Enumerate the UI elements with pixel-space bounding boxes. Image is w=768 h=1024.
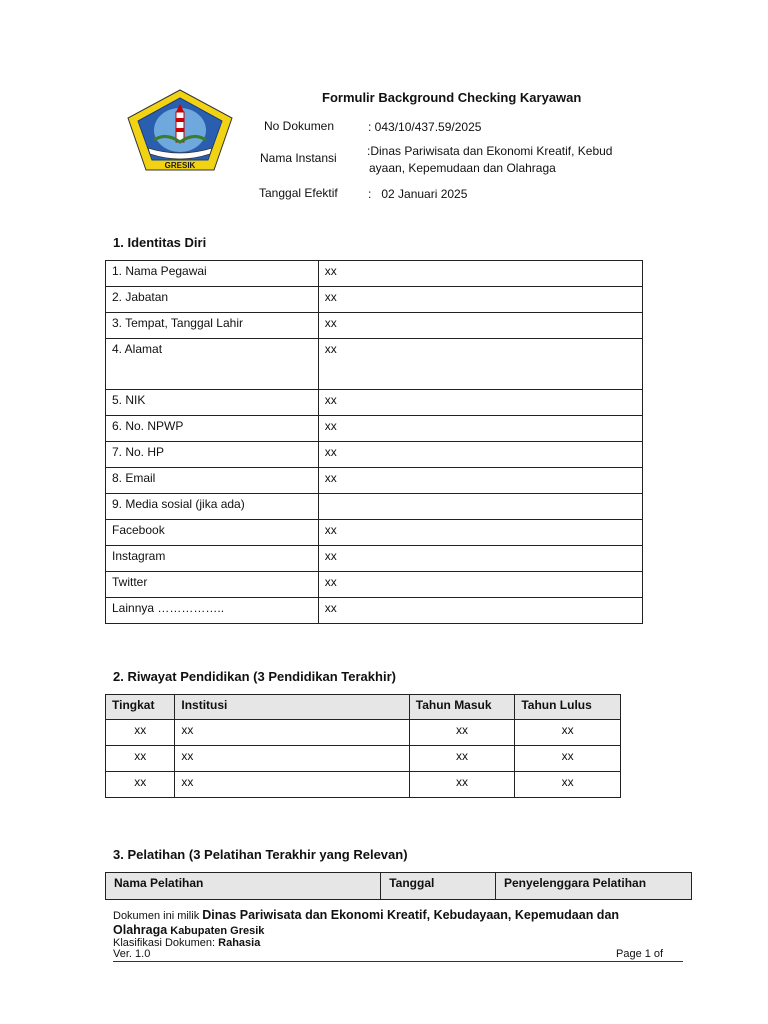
education-cell: xx <box>515 772 621 798</box>
education-cell: xx <box>175 746 409 772</box>
identity-value: xx <box>318 598 642 624</box>
footer-classification-prefix: Klasifikasi Dokumen: <box>113 937 219 949</box>
education-cell: xx <box>175 720 409 746</box>
identity-table <box>105 260 643 624</box>
education-cell: xx <box>515 720 621 746</box>
identity-value: xx <box>318 468 642 494</box>
footer-owner <box>113 908 693 922</box>
education-cell: xx <box>106 720 175 746</box>
footer-owner-prefix: Dokumen ini milik <box>113 910 203 922</box>
identity-label: 2. Jabatan <box>106 287 319 313</box>
col-tingkat: Tingkat <box>106 695 175 720</box>
identity-value <box>318 494 642 520</box>
education-cell: xx <box>409 720 515 746</box>
identity-value: xx <box>318 416 642 442</box>
education-cell: xx <box>106 772 175 798</box>
identity-label: 8. Email <box>106 468 319 494</box>
identity-row <box>106 546 643 572</box>
footer-classification-value: Rahasia <box>218 937 261 949</box>
footer-owner-name-line1: Dinas Pariwisata dan Ekonomi Kreatif, Kebudayaan, Kepemudaan dan <box>202 908 620 922</box>
identity-label: 3. Tempat, Tanggal Lahir <box>106 313 319 339</box>
identity-label: 7. No. HP <box>106 442 319 468</box>
nama-instansi-value-line1: :Dinas Pariwisata dan Ekonomi Kreatif, Kebud <box>367 144 613 158</box>
identity-label: Facebook <box>106 520 319 546</box>
logo-text: GRESIK <box>164 161 196 170</box>
footer-version: Ver. 1.0 <box>113 948 151 960</box>
identity-value: xx <box>318 520 642 546</box>
education-cell: xx <box>515 746 621 772</box>
education-row <box>106 772 621 798</box>
identity-row <box>106 520 643 546</box>
col-tahun-lulus: Tahun Lulus <box>515 695 621 720</box>
col-penyelenggara: Penyelenggara Pelatihan <box>495 873 691 900</box>
training-table <box>105 872 692 900</box>
footer-page-number: Page 1 of <box>616 948 664 960</box>
section2-heading: 2. Riwayat Pendidikan (3 Pendidikan Terakhir) <box>113 669 396 684</box>
identity-row <box>106 494 643 520</box>
tanggal-efektif-value: : 02 Januari 2025 <box>368 187 468 201</box>
identity-row <box>106 442 643 468</box>
identity-row <box>106 313 643 339</box>
section1-heading: 1. Identitas Diri <box>113 235 207 250</box>
identity-row <box>106 572 643 598</box>
identity-label: 4. Alamat <box>106 339 319 390</box>
tanggal-efektif-label: Tanggal Efektif <box>259 186 338 200</box>
no-dokumen-value: : 043/10/437.59/2025 <box>368 120 482 134</box>
education-cell: xx <box>409 746 515 772</box>
education-cell: xx <box>106 746 175 772</box>
identity-label: Instagram <box>106 546 319 572</box>
identity-label: 6. No. NPWP <box>106 416 319 442</box>
identity-value: xx <box>318 287 642 313</box>
col-tanggal: Tanggal <box>381 873 496 900</box>
education-row <box>106 746 621 772</box>
identity-row <box>106 390 643 416</box>
identity-label: 1. Nama Pegawai <box>106 261 319 287</box>
identity-row <box>106 468 643 494</box>
gresik-logo-icon <box>126 88 234 172</box>
identity-value: xx <box>318 339 642 390</box>
col-tahun-masuk: Tahun Masuk <box>409 695 515 720</box>
identity-value: xx <box>318 572 642 598</box>
identity-row <box>106 598 643 624</box>
identity-value: xx <box>318 390 642 416</box>
footer-owner-name-line2: Olahraga <box>113 923 168 937</box>
education-row <box>106 720 621 746</box>
footer-owner-line2 <box>113 923 264 937</box>
identity-row <box>106 287 643 313</box>
identity-value: xx <box>318 313 642 339</box>
form-title: Formulir Background Checking Karyawan <box>322 90 582 105</box>
education-table <box>105 694 621 798</box>
identity-row <box>106 261 643 287</box>
education-cell: xx <box>409 772 515 798</box>
identity-label: Twitter <box>106 572 319 598</box>
identity-value: xx <box>318 442 642 468</box>
no-dokumen-label: No Dokumen <box>264 119 335 133</box>
identity-label: 5. NIK <box>106 390 319 416</box>
identity-row <box>106 416 643 442</box>
footer-rule <box>113 961 683 962</box>
col-nama-pelatihan: Nama Pelatihan <box>106 873 381 900</box>
footer-owner-suffix: Kabupaten Gresik <box>167 925 265 937</box>
identity-label: 9. Media sosial (jika ada) <box>106 494 319 520</box>
col-institusi: Institusi <box>175 695 409 720</box>
section3-heading: 3. Pelatihan (3 Pelatihan Terakhir yang Relevan) <box>113 847 408 862</box>
identity-value: xx <box>318 261 642 287</box>
nama-instansi-label: Nama Instansi <box>260 151 337 165</box>
identity-value: xx <box>318 546 642 572</box>
nama-instansi-value-line2: ayaan, Kepemudaan dan Olahraga <box>369 161 556 175</box>
identity-label: Lainnya …………….. <box>106 598 319 624</box>
identity-row <box>106 339 643 390</box>
education-cell: xx <box>175 772 409 798</box>
